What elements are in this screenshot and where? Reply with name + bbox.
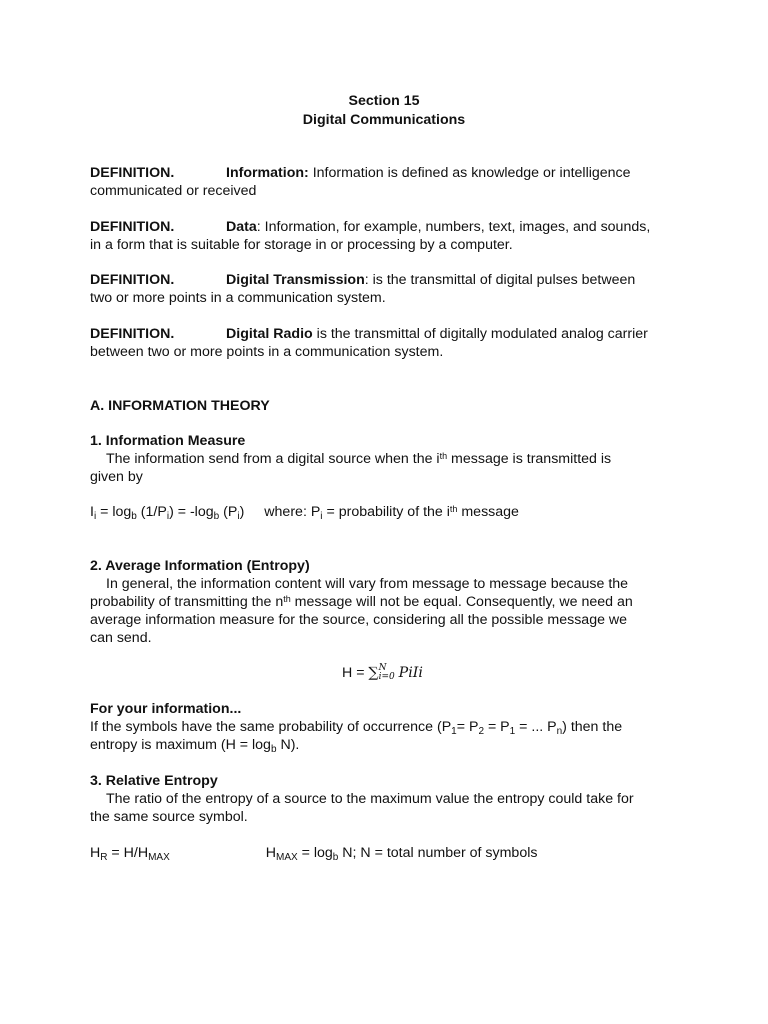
- entropy-formula: H = ∑N i=0 PiIi: [342, 663, 423, 683]
- definition-text-continued: two or more points in a communication system.: [90, 290, 386, 306]
- paragraph-line: the same source symbol.: [90, 809, 248, 825]
- definition-digital-transmission: [90, 271, 635, 289]
- paragraph-line: If the symbols have the same probability of occurrence ($P_1= P_2 = P_1$ = ... $P_n$) then the: [90, 719, 623, 737]
- definition-text: is the transmittal of digitally modulated analog carrier: [312, 326, 648, 342]
- information-equation: $I_i = \log_b (1/P_i) = -\log_b$ $(P_i)$ where: $P_i$ = probability of the $i^{th}$ message: [90, 504, 519, 522]
- paragraph-line: In general, the information content will vary from message to message because the: [106, 576, 629, 592]
- definition-label: DEFINITION.: [90, 165, 175, 181]
- page-title: Digital Communications: [302, 112, 466, 128]
- definition-text: : Information, for example, numbers, text, images, and sounds,: [256, 219, 651, 235]
- paragraph-line: given by: [90, 469, 143, 485]
- relative-entropy-equation: $H_R = H/H_{MAX}$ $H_{MAX} = \log_b N$; N = total number of symbols: [90, 845, 538, 863]
- definition-text: Information is defined as knowledge or intelligence: [308, 165, 631, 181]
- definition-information: [90, 164, 631, 182]
- definition-text: : is the transmittal of digital pulses between: [364, 272, 636, 288]
- definition-digital-radio: [90, 325, 648, 343]
- paragraph-line: entropy is maximum $(H = \log_b N)$.: [90, 737, 300, 755]
- subsection-heading: 2. Average Information (Entropy): [90, 558, 310, 574]
- definition-label: DEFINITION.: [90, 326, 175, 342]
- subsection-heading: 1. Information Measure: [90, 433, 246, 449]
- note-heading: For your information...: [90, 701, 242, 717]
- section-heading: A. INFORMATION THEORY: [90, 398, 270, 414]
- paragraph-line: probability of transmitting the $n^{th}$ message will not be equal. Consequently, we need an: [90, 594, 633, 610]
- definition-term: Digital Radio: [226, 326, 313, 342]
- definition-text-continued: communicated or received: [90, 183, 257, 199]
- definition-data: [90, 218, 650, 236]
- paragraph-line: can send.: [90, 630, 152, 646]
- definition-term: Information:: [226, 165, 309, 181]
- section-number: Section 15: [348, 93, 420, 109]
- definition-label: DEFINITION.: [90, 219, 175, 235]
- subsection-heading: 3. Relative Entropy: [90, 773, 218, 789]
- definition-text-continued: in a form that is suitable for storage in or processing by a computer.: [90, 237, 513, 253]
- definition-term: Data: [226, 219, 257, 235]
- definition-term: Digital Transmission: [226, 272, 365, 288]
- paragraph-line: The ratio of the entropy of a source to the maximum value the entropy could take for: [106, 791, 634, 807]
- paragraph-line: average information measure for the source, considering all the possible message we: [90, 612, 628, 628]
- definition-text-continued: between two or more points in a communication system.: [90, 344, 444, 360]
- paragraph-line: The information send from a digital source when the $i^{th}$ message is transmitted is: [106, 451, 612, 467]
- definition-label: DEFINITION.: [90, 272, 175, 288]
